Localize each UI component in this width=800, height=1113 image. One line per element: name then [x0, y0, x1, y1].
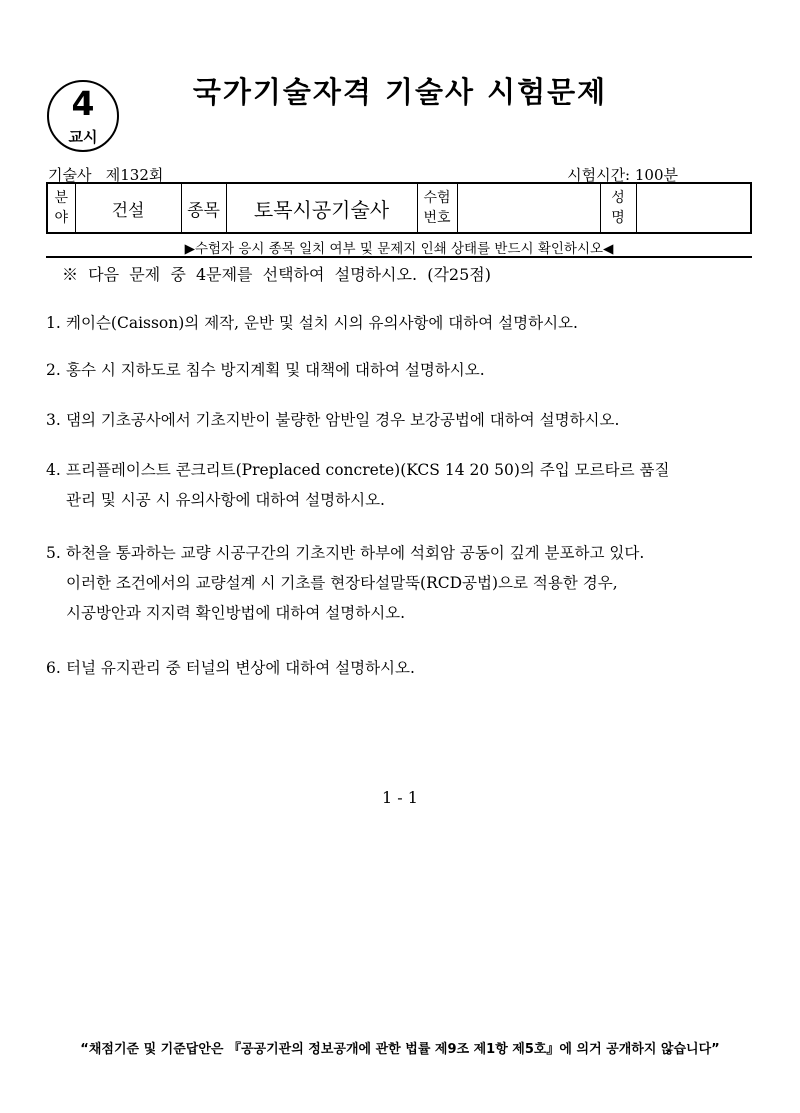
- page-number: 1 - 1: [382, 788, 418, 807]
- question-4: 4. 프리플레이스트 콘크리트(Preplaced concrete)(KCS 14 20 50)의 주입 모르타르 품질 관리 및 시공 시 유의사항에 대하여 설명하시오.: [46, 461, 670, 509]
- question-1: 1. 케이슨(Caisson)의 제작, 운반 및 설치 시의 유의사항에 대하여 설명하시오.: [46, 314, 578, 332]
- exam-info-table: [46, 182, 752, 234]
- exam-duration: 시험시간: 100분: [567, 166, 678, 184]
- field-value: 건설: [75, 183, 181, 233]
- session-badge: [47, 80, 119, 152]
- session-label: 교시: [68, 128, 98, 146]
- session-number: 4: [71, 84, 95, 123]
- exam-number-field[interactable]: [457, 183, 600, 233]
- question-3: 3. 댐의 기초공사에서 기초지반이 불량한 암반일 경우 보강공법에 대하여 설명하시오.: [46, 411, 620, 429]
- exam-round: 기술사 제132회: [48, 166, 164, 184]
- instruction-text: ※ 다음 문제 중 4문제를 선택하여 설명하시오. (각25점): [62, 265, 491, 284]
- footer-notice: “채점기준 및 기준답안은 『공공기관의 정보공개에 관한 법률 제9조 제1항 제5호』에 의거 공개하지 않습니다”: [80, 1042, 720, 1057]
- question-2: 2. 홍수 시 지하도로 침수 방지계획 및 대책에 대하여 설명하시오.: [46, 361, 485, 379]
- confirm-notice: ▶수험자 응시 종목 일치 여부 및 문제지 인쇄 상태를 반드시 확인하시오◀: [184, 241, 614, 257]
- exam-number-label: 수험 번호: [417, 183, 457, 233]
- page-title: 국가기술자격 기술사 시험문제: [192, 75, 608, 109]
- name-label: 성 명: [600, 183, 636, 233]
- divider: [46, 256, 752, 258]
- name-field[interactable]: [636, 183, 751, 233]
- category-value: 토목시공기술사: [226, 183, 417, 233]
- category-label: 종목: [181, 183, 226, 233]
- field-label: 분야: [47, 183, 75, 233]
- question-5: 5. 하천을 통과하는 교량 시공구간의 기초지반 하부에 석회암 공동이 깊게 분포하고 있다. 이러한 조건에서의 교량설계 시 기초를 현장타설말뚝(RCD공법)으로 적용한 경우, 시공방안과 지지력 확인방법에 대하여 설명하시오.: [46, 544, 645, 622]
- question-6: 6. 터널 유지관리 중 터널의 변상에 대하여 설명하시오.: [46, 659, 415, 677]
